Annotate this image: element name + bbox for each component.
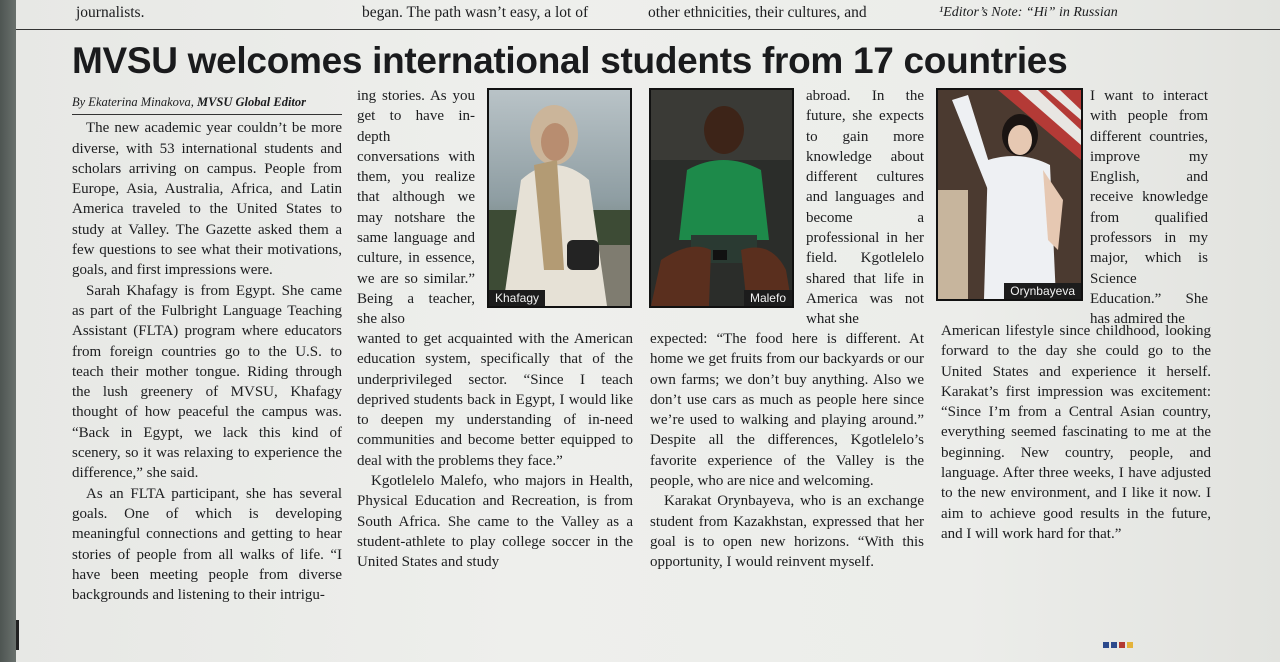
top-fragment-3: other ethnicities, their cultures, and (648, 4, 867, 21)
indicator-dot-4 (1127, 642, 1133, 648)
paragraph-malefo-2a: abroad. In the future, she expects to gain more knowledge about different cultures and languages and become a professional in her field. Kgotlelelo shared that life in America was not what she (806, 88, 924, 328)
paragraph-khafagy-3a: ing stories. As you get to have in-depth conversations with them, you realize that although we may notshare the same language and culture, in essence, we are so similar.” Being a teacher, she also (357, 88, 475, 328)
column-3-narrow (806, 86, 924, 330)
byline-author: By Ekaterina Minakova, (72, 95, 197, 109)
margin-mark (16, 620, 19, 650)
portrait-malefo-image (651, 90, 792, 306)
portrait-khafagy-image (489, 90, 630, 306)
page-indicator (1103, 642, 1133, 648)
paragraph-malefo-1: Kgotlelelo Malefo, who majors in Health, Physical Education and Recreation, is from South Africa. She came to the Valley as a student-athlete to play college soccer in the United States and study (357, 473, 633, 571)
paragraph-khafagy-1: Sarah Khafagy is from Egypt. She came as part of the Fulbright Language Teaching Assistant (FLTA) program where educators from foreign countries go to the U.S. to teach their mother tongue. Riding through the lush greenery of MVSU, Khafagy thought of how peaceful the campus was. “Back in Egypt, we lack this kind of scenery, so it was relaxing to experience the difference,” she said. (72, 282, 342, 482)
column-1 (72, 92, 342, 605)
paragraph-khafagy-2: As an FLTA participant, she has several goals. One of which is developing meaningful connections and getting to hear stories of people from all walks of life. “I have been meeting people from diverse backgrounds and listening to their intrigu- (72, 485, 342, 604)
top-fragment-2: began. The path wasn’t easy, a lot of (362, 4, 589, 21)
photo-khafagy (487, 88, 632, 308)
indicator-dot-1 (1103, 642, 1109, 648)
photo-orynbayeva (936, 88, 1083, 301)
byline (72, 92, 342, 115)
indicator-dot-3 (1119, 642, 1125, 648)
byline-title: MVSU Global Editor (196, 95, 307, 109)
column-2 (357, 329, 633, 573)
indicator-dot-2 (1111, 642, 1117, 648)
paragraph-orynbayeva-2b: American lifestyle since childhood, looking forward to the day she could go to the United States and experience it herself. Karakat’s first impression was excitement: “Since I’m from a Central Asian country, everything seemed fascinating to me at the beginning. New country, people, and language. After three weeks, I have adjusted to the new environment, and I like it now. I aim to achieve good results in the future, and I will work hard for that.” (941, 323, 1211, 542)
column-3 (650, 329, 924, 573)
caption-malefo: Malefo (744, 290, 792, 306)
previous-article-strip (16, 0, 1280, 30)
newspaper-binding (0, 0, 16, 662)
column-4 (941, 321, 1211, 544)
top-fragment-1: journalists. (76, 4, 145, 21)
paragraph-intro: The new academic year couldn’t be more diverse, with 53 international students and scholars arriving on campus. People from Europe, Asia, Australia, Africa, and Latin America traveled to the United States to study at Valley. The Gazette asked them a few questions to see what their motivations, goals, and first impressions were. (72, 120, 342, 279)
column-4-narrow (1090, 86, 1208, 330)
caption-orynbayeva: Orynbayeva (1004, 283, 1081, 299)
paragraph-malefo-2b: expected: “The food here is different. At home we get fruits from our backyards or our own farms; we don’t buy anything. Also we don’t use cars as much as people here since we’re used to walking and playing around.” Despite all the differences, Kgotlelelo’s favorite experience of the Valley is the people, who are nice and welcoming. (650, 331, 924, 490)
caption-khafagy: Khafagy (489, 290, 545, 306)
column-2-narrow (357, 86, 475, 330)
paragraph-khafagy-3b: wanted to get acquainted with the American education system, specifically that of the underprivileged sector. “Since I teach deprived students back in Egypt, I would like to deepen my understanding of in-need communities and become better equipped to deal with the problems they face.” (357, 331, 633, 469)
article-headline: MVSU welcomes international students from 17 countries (72, 40, 1068, 81)
photo-malefo (649, 88, 794, 308)
paragraph-orynbayeva-2a: I want to interact with people from different countries, improve my English, and receive knowledge from qualified professors in my major, which is Science Education.” She has admired the (1090, 88, 1208, 328)
editor-note: ¹Editor’s Note: “Hi” in Russian (939, 5, 1118, 20)
paragraph-orynbayeva-1: Karakat Orynbayeva, who is an exchange student from Kazakhstan, expressed that her goal is to open new horizons. “With this opportunity, I would reinvent myself. (650, 493, 924, 571)
portrait-orynbayeva-image (938, 90, 1081, 299)
